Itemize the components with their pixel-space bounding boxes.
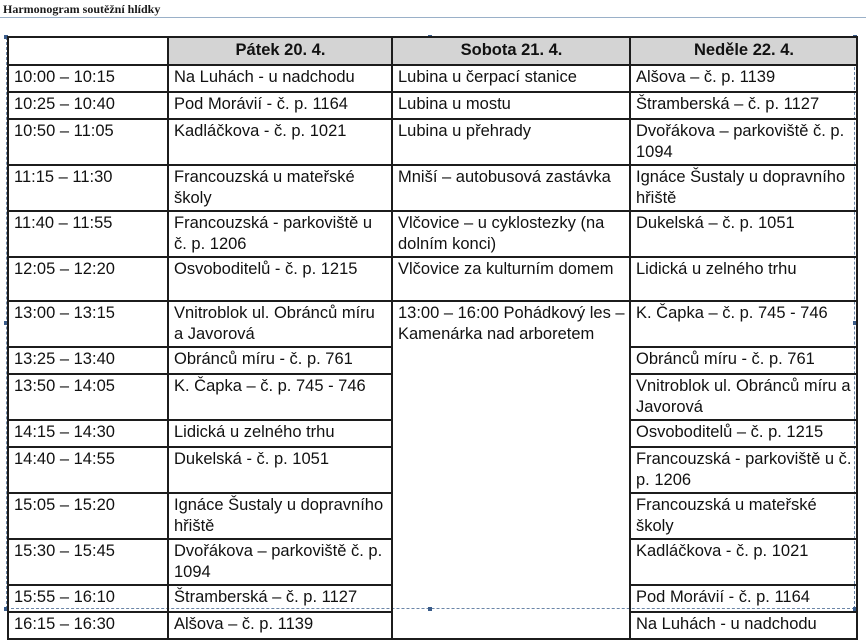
nedele-cell: Osvoboditelů – č. p. 1215 bbox=[630, 420, 857, 447]
header-row bbox=[8, 37, 857, 65]
nedele-cell: Na Luhách - u nadchodu bbox=[630, 612, 857, 639]
nedele-cell: Vnitroblok ul. Obránců míru a Javorová bbox=[630, 374, 857, 420]
nedele-cell: K. Čapka – č. p. 745 - 746 bbox=[630, 301, 857, 347]
sobota-cell: Mniší – autobusová zastávka bbox=[392, 165, 630, 211]
time-cell: 10:00 – 10:15 bbox=[8, 65, 168, 92]
table-row bbox=[8, 165, 857, 211]
nedele-cell: Pod Morávií - č. p. 1164 bbox=[630, 585, 857, 612]
time-cell: 15:30 – 15:45 bbox=[8, 539, 168, 585]
patek-cell: K. Čapka – č. p. 745 - 746 bbox=[168, 374, 392, 420]
nedele-cell: Kadláčkova - č. p. 1021 bbox=[630, 539, 857, 585]
nedele-cell: Obránců míru - č. p. 761 bbox=[630, 347, 857, 374]
sobota-cell: Lubina u čerpací stanice bbox=[392, 65, 630, 92]
nedele-cell: Alšova – č. p. 1139 bbox=[630, 65, 857, 92]
patek-cell: Pod Morávií - č. p. 1164 bbox=[168, 92, 392, 119]
page-title: Harmonogram soutěžní hlídky bbox=[3, 2, 161, 16]
sobota-cell: Vlčovice za kulturním domem bbox=[392, 257, 630, 301]
time-cell: 13:50 – 14:05 bbox=[8, 374, 168, 420]
nedele-cell: Dukelská – č. p. 1051 bbox=[630, 211, 857, 257]
sobota-cell: Lubina u přehrady bbox=[392, 119, 630, 165]
table-row bbox=[8, 92, 857, 119]
patek-cell: Vnitroblok ul. Obránců míru a Javorová bbox=[168, 301, 392, 347]
schedule-table bbox=[7, 36, 858, 640]
patek-cell: Na Luhách - u nadchodu bbox=[168, 65, 392, 92]
patek-cell: Alšova – č. p. 1139 bbox=[168, 612, 392, 639]
time-cell: 13:25 – 13:40 bbox=[8, 347, 168, 374]
patek-cell: Kadláčkova - č. p. 1021 bbox=[168, 119, 392, 165]
patek-cell: Štramberská – č. p. 1127 bbox=[168, 585, 392, 612]
time-cell: 16:15 – 16:30 bbox=[8, 612, 168, 639]
sobota-cell: Lubina u mostu bbox=[392, 92, 630, 119]
time-cell: 10:50 – 11:05 bbox=[8, 119, 168, 165]
sobota-merged-cell: 13:00 – 16:00 Pohádkový les – Kamenárka nad arboretem bbox=[392, 301, 630, 639]
table-row bbox=[8, 119, 857, 165]
header-cell-empty bbox=[8, 37, 168, 65]
patek-cell: Francouzská - parkoviště u č. p. 1206 bbox=[168, 211, 392, 257]
table-row bbox=[8, 211, 857, 257]
time-cell: 15:05 – 15:20 bbox=[8, 493, 168, 539]
patek-cell: Ignáce Šustaly u dopravního hřiště bbox=[168, 493, 392, 539]
header-cell-nedele: Neděle 22. 4. bbox=[630, 37, 857, 65]
header-cell-patek: Pátek 20. 4. bbox=[168, 37, 392, 65]
time-cell: 11:15 – 11:30 bbox=[8, 165, 168, 211]
patek-cell: Obránců míru - č. p. 761 bbox=[168, 347, 392, 374]
patek-cell: Dukelská - č. p. 1051 bbox=[168, 447, 392, 493]
nedele-cell: Lidická u zelného trhu bbox=[630, 257, 857, 301]
nedele-cell: Štramberská – č. p. 1127 bbox=[630, 92, 857, 119]
header-divider bbox=[0, 17, 866, 18]
table-row bbox=[8, 65, 857, 92]
nedele-cell: Dvořákova – parkoviště č. p. 1094 bbox=[630, 119, 857, 165]
table-row bbox=[8, 301, 857, 347]
time-cell: 11:40 – 11:55 bbox=[8, 211, 168, 257]
nedele-cell: Ignáce Šustaly u dopravního hřiště bbox=[630, 165, 857, 211]
sobota-cell: Vlčovice – u cyklostezky (na dolním konci) bbox=[392, 211, 630, 257]
header-cell-sobota: Sobota 21. 4. bbox=[392, 37, 630, 65]
time-cell: 13:00 – 13:15 bbox=[8, 301, 168, 347]
time-cell: 14:15 – 14:30 bbox=[8, 420, 168, 447]
patek-cell: Osvoboditelů - č. p. 1215 bbox=[168, 257, 392, 301]
nedele-cell: Francouzská u mateřské školy bbox=[630, 493, 857, 539]
patek-cell: Dvořákova – parkoviště č. p. 1094 bbox=[168, 539, 392, 585]
patek-cell: Lidická u zelného trhu bbox=[168, 420, 392, 447]
time-cell: 12:05 – 12:20 bbox=[8, 257, 168, 301]
time-cell: 15:55 – 16:10 bbox=[8, 585, 168, 612]
time-cell: 10:25 – 10:40 bbox=[8, 92, 168, 119]
table-row bbox=[8, 257, 857, 301]
nedele-cell: Francouzská - parkoviště u č. p. 1206 bbox=[630, 447, 857, 493]
patek-cell: Francouzská u mateřské školy bbox=[168, 165, 392, 211]
time-cell: 14:40 – 14:55 bbox=[8, 447, 168, 493]
